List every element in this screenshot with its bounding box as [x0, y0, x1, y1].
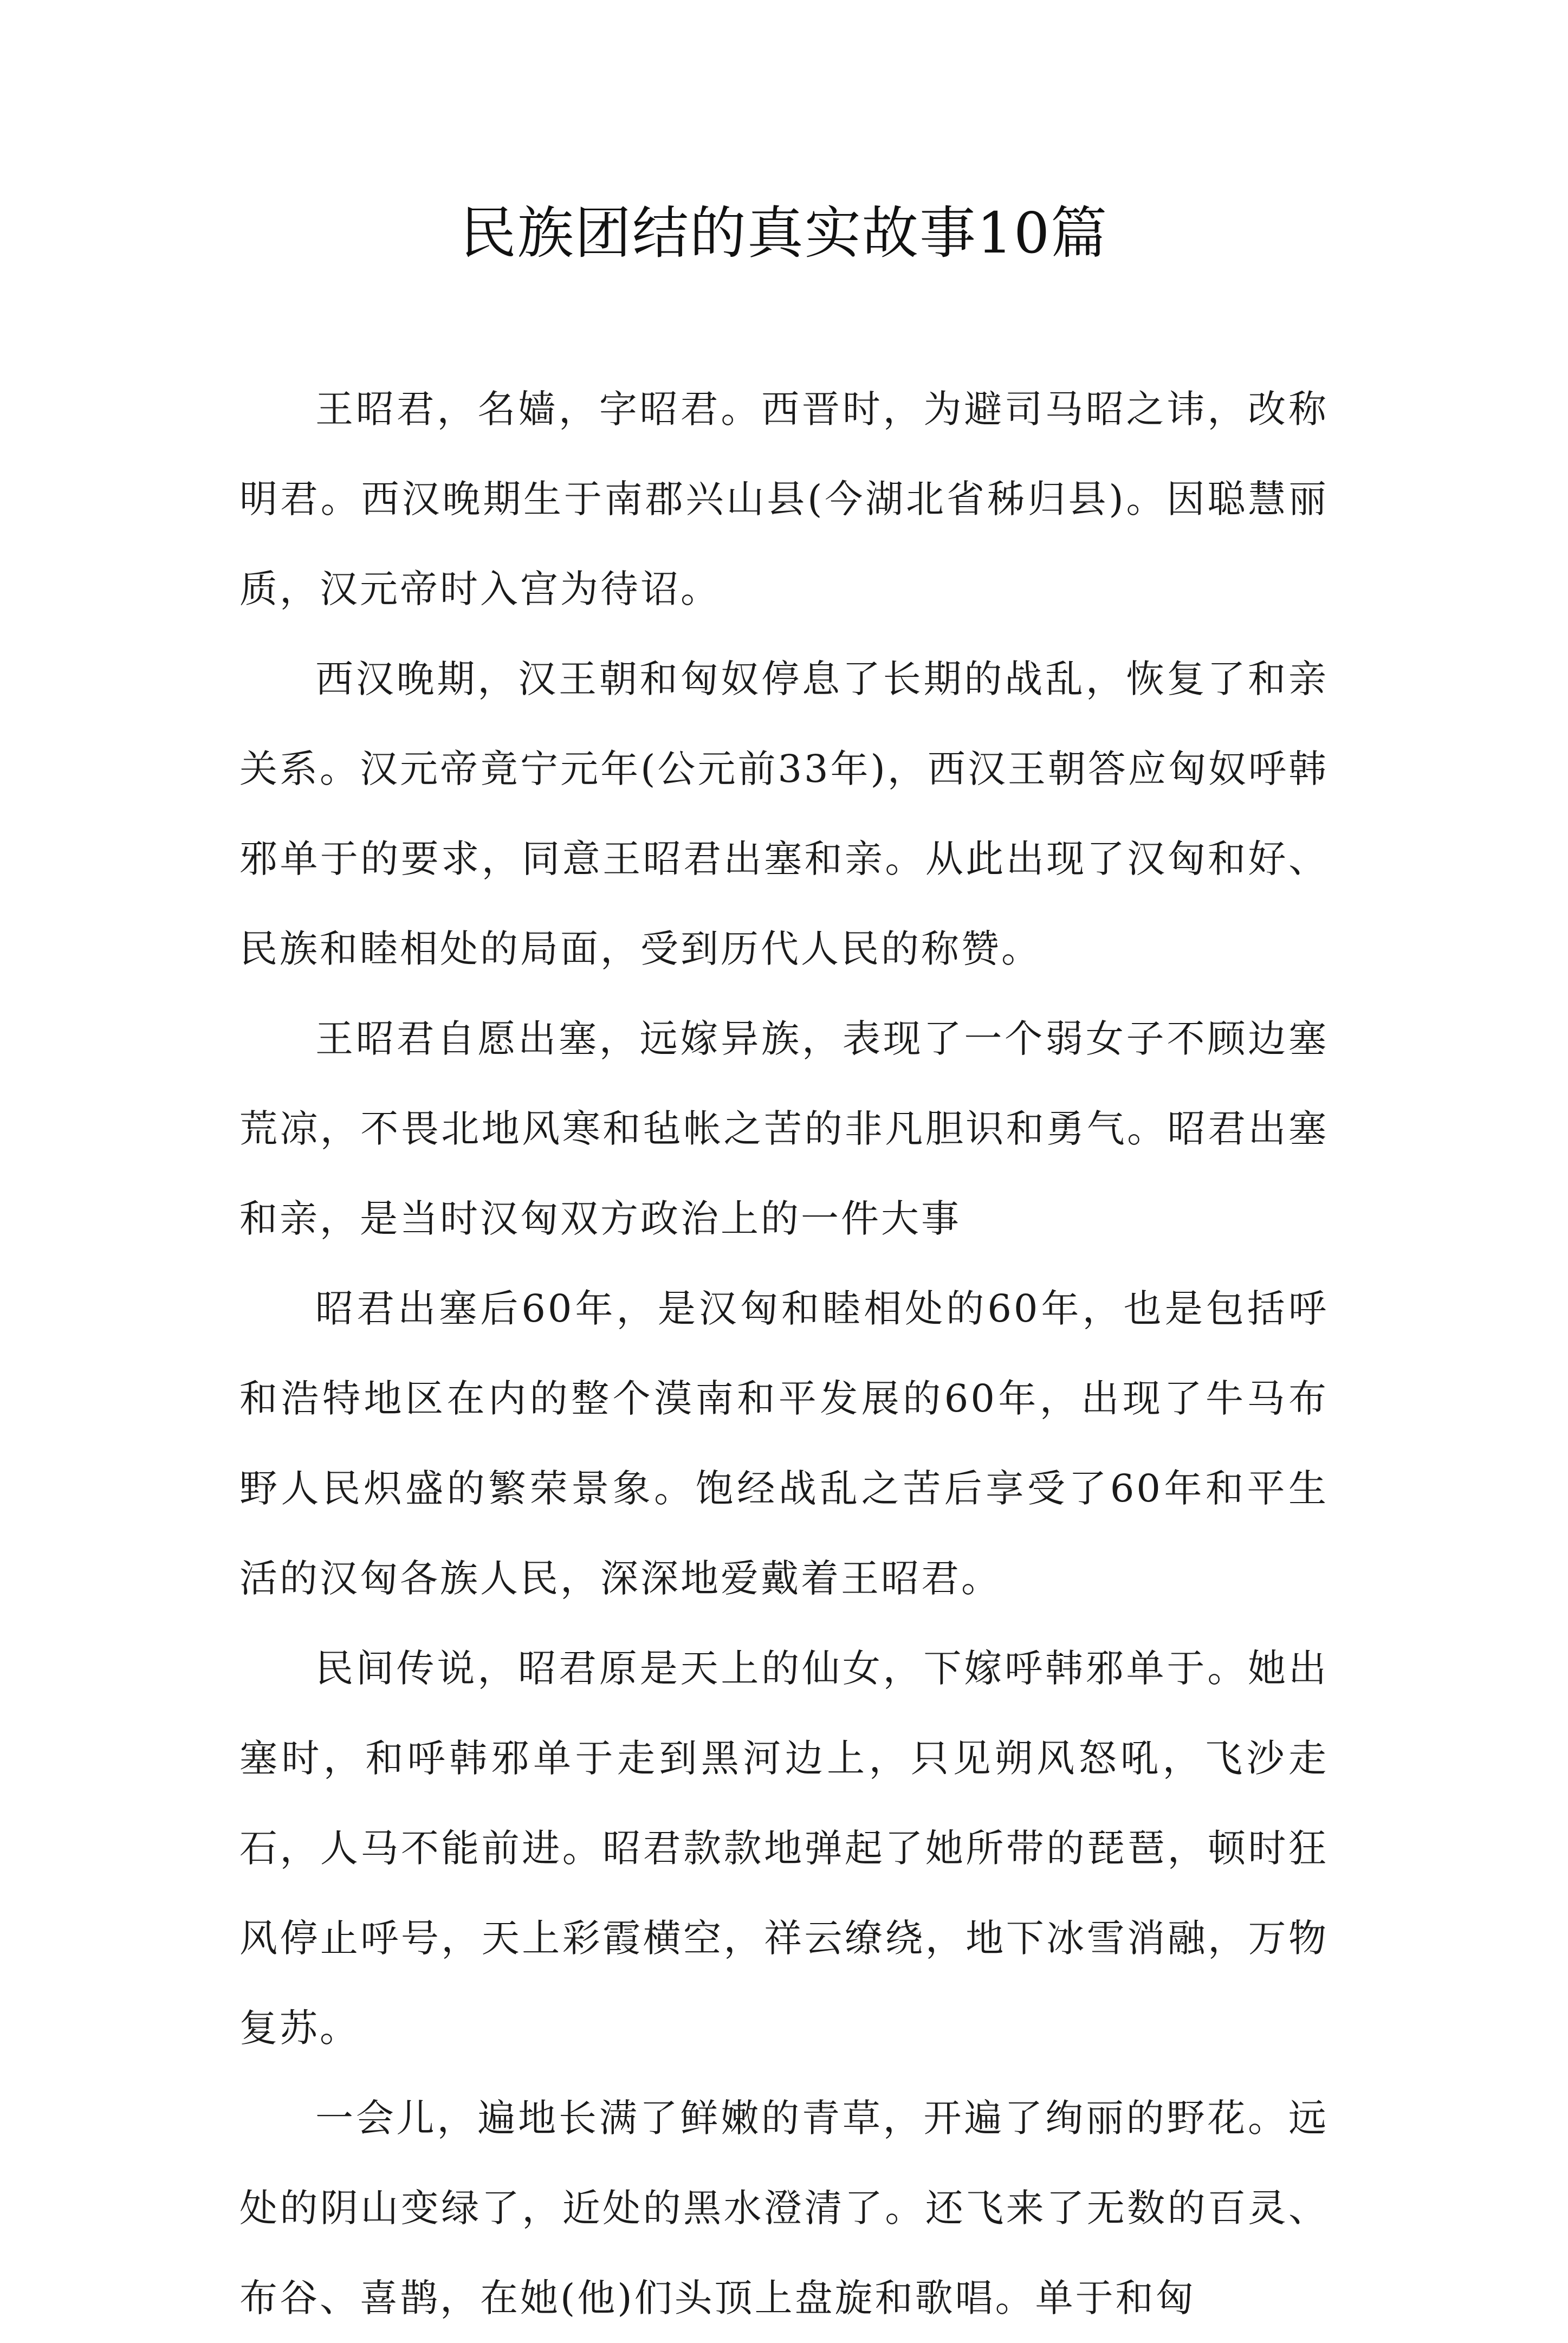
paragraph-2: 西汉晚期，汉王朝和匈奴停息了长期的战乱，恢复了和亲关系。汉元帝竟宁元年(公元前33年)，西汉王朝答应匈奴呼韩邪单于的要求，同意王昭君出塞和亲。从此出现了汉匈和好、民族和睦相处的局面，受到历代人民的称赞。: [239, 657, 1329, 971]
document-body: [239, 364, 1329, 2343]
paragraph-5: 民间传说，昭君原是天上的仙女，下嫁呼韩邪单于。她出塞时，和呼韩邪单于走到黑河边上，只见朔风怒吼，飞沙走石，人马不能前进。昭君款款地弹起了她所带的琵琶，顿时狂风停止呼号，天上彩霞横空，祥云缭绕，地下冰雪消融，万物复苏。: [239, 1646, 1329, 2050]
paragraph-3: 王昭君自愿出塞，远嫁异族，表现了一个弱女子不顾边塞荒凉，不畏北地风寒和毡帐之苦的非凡胆识和勇气。昭君出塞和亲，是当时汉匈双方政治上的一件大事: [239, 1017, 1329, 1241]
paragraph-1: 王昭君，名嫱，字昭君。西晋时，为避司马昭之讳，改称明君。西汉晚期生于南郡兴山县(今湖北省秭归县)。因聪慧丽质，汉元帝时入宫为待诏。: [239, 387, 1329, 611]
document-title: 民族团结的真实故事10篇: [459, 200, 1109, 266]
paragraph-6: 一会儿，遍地长满了鲜嫩的青草，开遍了绚丽的野花。远处的阴山变绿了，近处的黑水澄清了。还飞来了无数的百灵、布谷、喜鹊，在她(他)们头顶上盘旋和歌唱。单于和匈: [239, 2096, 1329, 2320]
paragraph-4: 昭君出塞后60年，是汉匈和睦相处的60年，也是包括呼和浩特地区在内的整个漠南和平发展的60年，出现了牛马布野人民炽盛的繁荣景象。饱经战乱之苦后享受了60年和平生活的汉匈各族人民，深深地爱戴着王昭君。: [239, 1286, 1329, 1601]
